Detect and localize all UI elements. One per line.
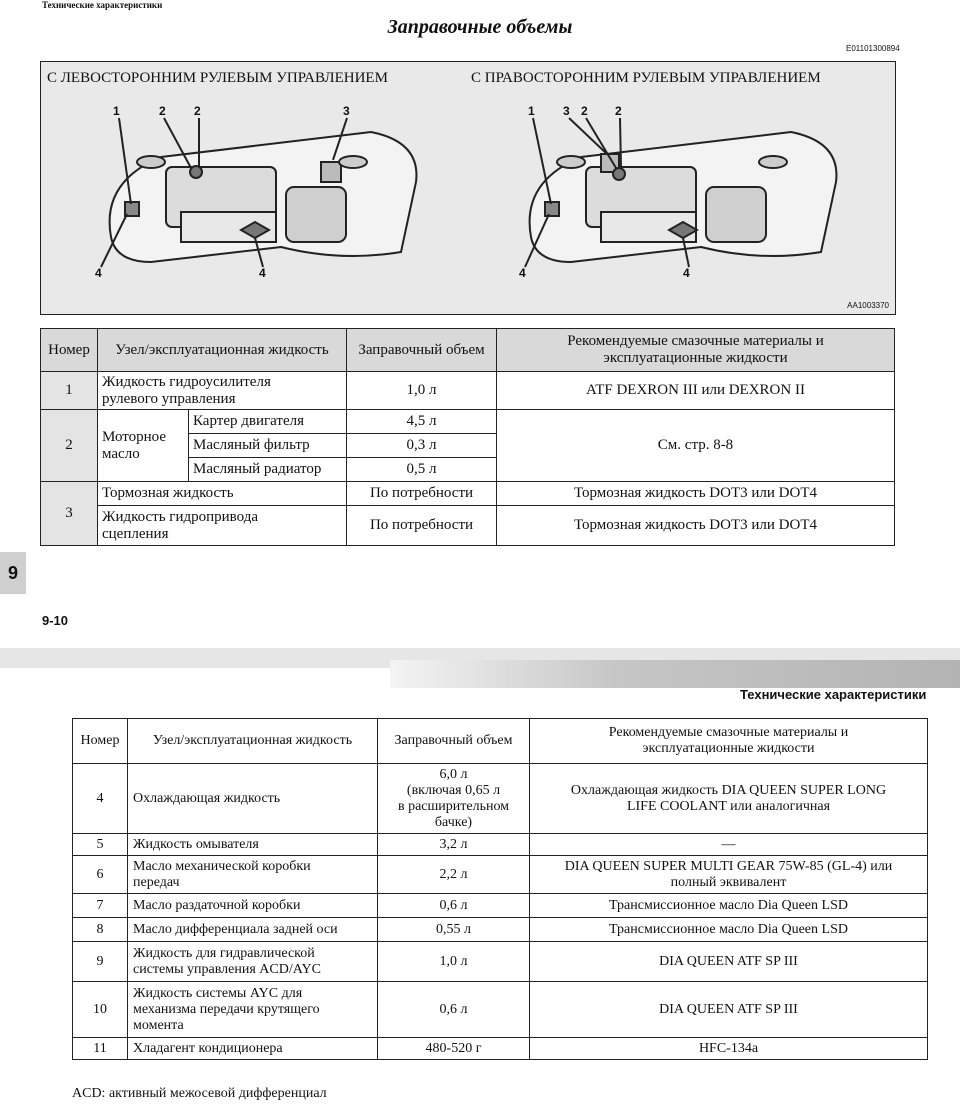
row-rec: — [530, 834, 928, 856]
row-rec: DIA QUEEN ATF SP III [530, 942, 928, 982]
row-num: 6 [73, 856, 128, 894]
row-volume: 6,0 л (включая 0,65 л в расширительном бачке) [378, 764, 530, 834]
row-num: 9 [73, 942, 128, 982]
row-num: 8 [73, 918, 128, 942]
capacities-table-2 [72, 718, 928, 1060]
callout-rhd-4b: 4 [683, 266, 690, 280]
row-volume: 4,5 л [347, 410, 497, 434]
row-volume: 0,6 л [378, 894, 530, 918]
col-num-header: Номер [41, 329, 98, 372]
row-unit: Жидкость гидропривода сцепления [98, 506, 347, 546]
col-unit-header: Узел/эксплуатационная жидкость [128, 719, 378, 764]
row-rec: ATF DEXRON III или DEXRON II [497, 372, 895, 410]
col-volume-header: Заправочный объем [347, 329, 497, 372]
chapter-tab: 9 [0, 552, 26, 594]
row-volume: По потребности [347, 506, 497, 546]
capacities-table-1 [40, 328, 895, 546]
callout-lhd-4a: 4 [95, 266, 102, 280]
callout-rhd-2a: 2 [581, 104, 588, 118]
figure-code: AA1003370 [847, 301, 889, 310]
row-rec: Трансмиссионное масло Dia Queen LSD [530, 894, 928, 918]
row-rec: Трансмиссионное масло Dia Queen LSD [530, 918, 928, 942]
row-num: 4 [73, 764, 128, 834]
callout-lhd-1: 1 [113, 104, 120, 118]
page-number: 9-10 [42, 613, 69, 628]
row-volume: 480-520 г [378, 1038, 530, 1060]
table-row [73, 942, 928, 982]
row-volume: 0,6 л [378, 982, 530, 1038]
row-unit: Жидкость омывателя [128, 834, 378, 856]
row-num: 2 [41, 410, 98, 482]
col-unit-header: Узел/эксплуатационная жидкость [98, 329, 347, 372]
callout-rhd-4a: 4 [519, 266, 526, 280]
table-row [73, 982, 928, 1038]
row-num: 1 [41, 372, 98, 410]
table-row [73, 894, 928, 918]
table-row [73, 1038, 928, 1060]
row-rec: DIA QUEEN ATF SP III [530, 982, 928, 1038]
row-num: 10 [73, 982, 128, 1038]
callout-rhd-1: 1 [528, 104, 535, 118]
row-rec: Охлаждающая жидкость DIA QUEEN SUPER LONG LIFE COOLANT или аналогичная [530, 764, 928, 834]
running-header-top: Технические характеристики [42, 0, 163, 10]
row-unit: Жидкость гидроусилителя рулевого управления [98, 372, 347, 410]
row-unit: Хладагент кондиционера [128, 1038, 378, 1060]
callout-lhd-2a: 2 [159, 104, 166, 118]
row-num: 5 [73, 834, 128, 856]
callout-lhd-4b: 4 [259, 266, 266, 280]
table-row [73, 764, 928, 834]
row-sub-unit: Масляный фильтр [189, 434, 347, 458]
footnote: ACD: активный межосевой дифференциал [72, 1086, 327, 1101]
row-unit: Масло дифференциала задней оси [128, 918, 378, 942]
row-unit: Тормозная жидкость [98, 482, 347, 506]
row-sub-unit: Картер двигателя [189, 410, 347, 434]
row-rec: DIA QUEEN SUPER MULTI GEAR 75W-85 (GL-4) или полный эквивалент [530, 856, 928, 894]
row-unit: Масло раздаточной коробки [128, 894, 378, 918]
row-rec: Тормозная жидкость DOT3 или DOT4 [497, 482, 895, 506]
row-volume: 0,55 л [378, 918, 530, 942]
row-unit: Масло механической коробки передач [128, 856, 378, 894]
table-row [73, 834, 928, 856]
callout-rhd-3: 3 [563, 104, 570, 118]
table-row [41, 482, 895, 506]
table-row [73, 856, 928, 894]
col-rec-header: Рекомендуемые смазочные материалы и эксплуатационные жидкости [530, 719, 928, 764]
table-header-row [41, 329, 895, 372]
col-volume-header: Заправочный объем [378, 719, 530, 764]
callout-lhd-3: 3 [343, 104, 350, 118]
rhd-caption: С ПРАВОСТОРОННИМ РУЛЕВЫМ УПРАВЛЕНИЕМ [471, 70, 821, 86]
table-row [41, 410, 895, 434]
col-rec-header: Рекомендуемые смазочные материалы и эксплуатационные жидкости [497, 329, 895, 372]
engine-bay-drawings [41, 62, 895, 314]
page-shadow [390, 660, 960, 688]
row-volume: 1,0 л [378, 942, 530, 982]
table-row [73, 918, 928, 942]
row-volume: 3,2 л [378, 834, 530, 856]
callout-rhd-2b: 2 [615, 104, 622, 118]
table-row [41, 372, 895, 410]
row-num: 11 [73, 1038, 128, 1060]
table-row [41, 506, 895, 546]
row-volume: 0,5 л [347, 458, 497, 482]
col-num-header: Номер [73, 719, 128, 764]
lhd-engine-drawing [101, 118, 416, 267]
rhd-engine-drawing [525, 118, 836, 267]
row-volume: По потребности [347, 482, 497, 506]
row-num: 7 [73, 894, 128, 918]
row-rec: См. стр. 8-8 [497, 410, 895, 482]
row-sub-unit: Масляный радиатор [189, 458, 347, 482]
engine-bay-figure [40, 61, 896, 315]
row-volume: 0,3 л [347, 434, 497, 458]
row-volume: 1,0 л [347, 372, 497, 410]
row-unit: Жидкость для гидравлической системы управления ACD/AYC [128, 942, 378, 982]
lhd-caption: С ЛЕВОСТОРОННИМ РУЛЕВЫМ УПРАВЛЕНИЕМ [47, 70, 388, 86]
row-rec: HFC-134a [530, 1038, 928, 1060]
row-num: 3 [41, 482, 98, 546]
page-title: Заправочные объемы [387, 16, 573, 38]
row-group: Моторное масло [98, 410, 189, 482]
table-header-row [73, 719, 928, 764]
running-header-right: Технические характеристики [740, 687, 927, 702]
document-code: E01101300894 [846, 44, 900, 53]
row-unit: Жидкость системы AYC для механизма передачи крутящего момента [128, 982, 378, 1038]
row-volume: 2,2 л [378, 856, 530, 894]
row-unit: Охлаждающая жидкость [128, 764, 378, 834]
callout-lhd-2b: 2 [194, 104, 201, 118]
row-rec: Тормозная жидкость DOT3 или DOT4 [497, 506, 895, 546]
